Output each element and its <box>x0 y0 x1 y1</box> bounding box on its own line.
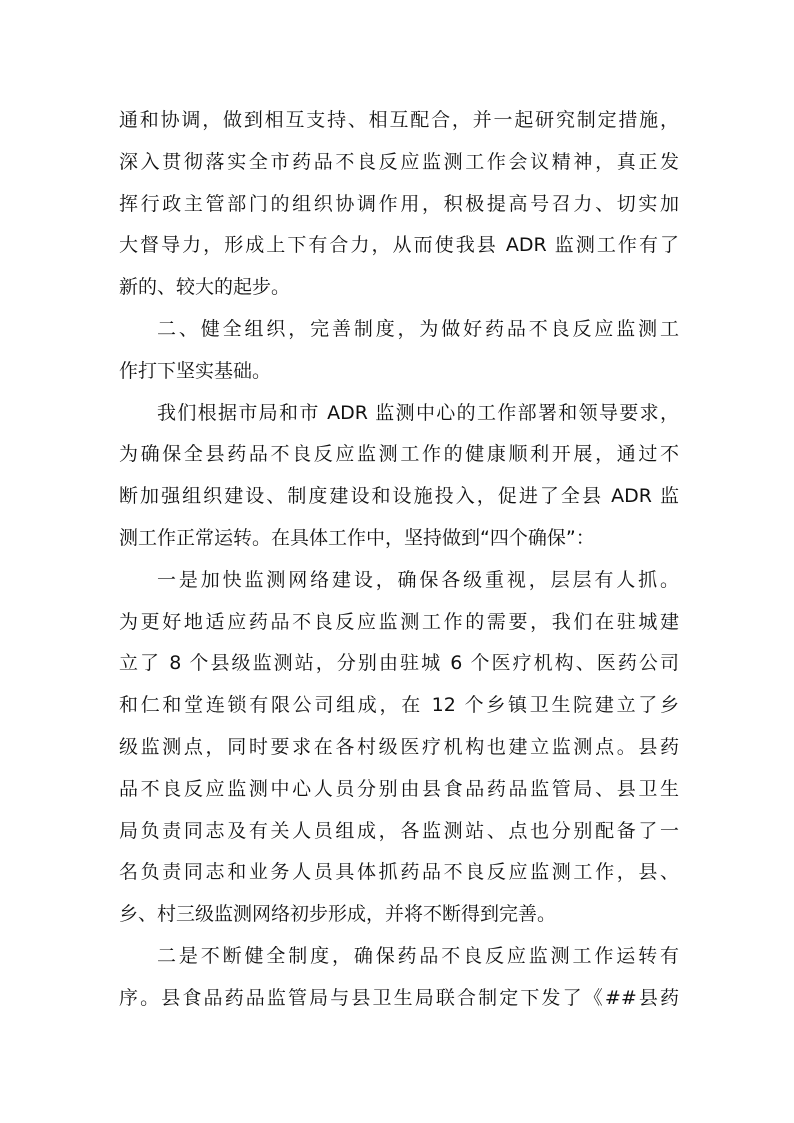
paragraph-line-16: 级监测点，同时要求在各村级医疗机构也建立监测点。县药 <box>119 735 679 758</box>
paragraph-line-19: 名负责同志和业务人员具体抓药品不良反应监测工作，县、 <box>119 861 679 884</box>
paragraph-line-12: 一是加快监测网络建设，确保各级重视，层层有人抓。 <box>157 568 679 591</box>
paragraph-line-1: 通和协调，做到相互支持、相互配合，并一起研究制定措施， <box>119 109 679 131</box>
document-body <box>119 100 679 1020</box>
paragraph-line-2: 深入贯彻落实全市药品不良反应监测工作会议精神，真正发 <box>119 150 679 173</box>
paragraph-line-10: 断加强组织建设、制度建设和设施投入，促进了全县 ADR 监 <box>119 485 679 508</box>
paragraph-line-17: 品不良反应监测中心人员分别由县食品药品监管局、县卫生 <box>119 777 679 800</box>
paragraph-line-9: 为确保全县药品不良反应监测工作的健康顺利开展，通过不 <box>119 443 679 466</box>
section-heading-line-1: 二、健全组织，完善制度，为做好药品不良反应监测工 <box>157 317 679 340</box>
paragraph-line-18: 局负责同志及有关人员组成，各监测站、点也分别配备了一 <box>119 819 679 842</box>
paragraph-line-21: 二是不断健全制度，确保药品不良反应监测工作运转有 <box>157 944 679 967</box>
paragraph-line-22: 序。县食品药品监管局与县卫生局联合制定下发了《##县药 <box>119 986 679 1009</box>
paragraph-line-5: 新的、较大的起步。 <box>119 276 291 299</box>
section-heading-line-2: 作打下坚实基础。 <box>119 359 272 382</box>
paragraph-line-4: 大督导力，形成上下有合力，从而使我县 ADR 监测工作有了 <box>119 234 679 257</box>
paragraph-line-13: 为更好地适应药品不良反应监测工作的需要，我们在驻城建 <box>119 610 679 633</box>
paragraph-line-3: 挥行政主管部门的组织协调作用，积极提高号召力、切实加 <box>119 192 679 215</box>
paragraph-line-20: 乡、村三级监测网络初步形成，并将不断得到完善。 <box>119 903 557 926</box>
paragraph-line-14: 立了 8 个县级监测站，分别由驻城 6 个医疗机构、医药公司 <box>119 652 679 675</box>
paragraph-line-15: 和仁和堂连锁有限公司组成，在 12 个乡镇卫生院建立了乡 <box>119 694 679 717</box>
paragraph-line-11: 测工作正常运转。在具体工作中，坚持做到“四个确保”： <box>119 526 595 549</box>
paragraph-line-8: 我们根据市局和市 ADR 监测中心的工作部署和领导要求， <box>157 401 679 424</box>
